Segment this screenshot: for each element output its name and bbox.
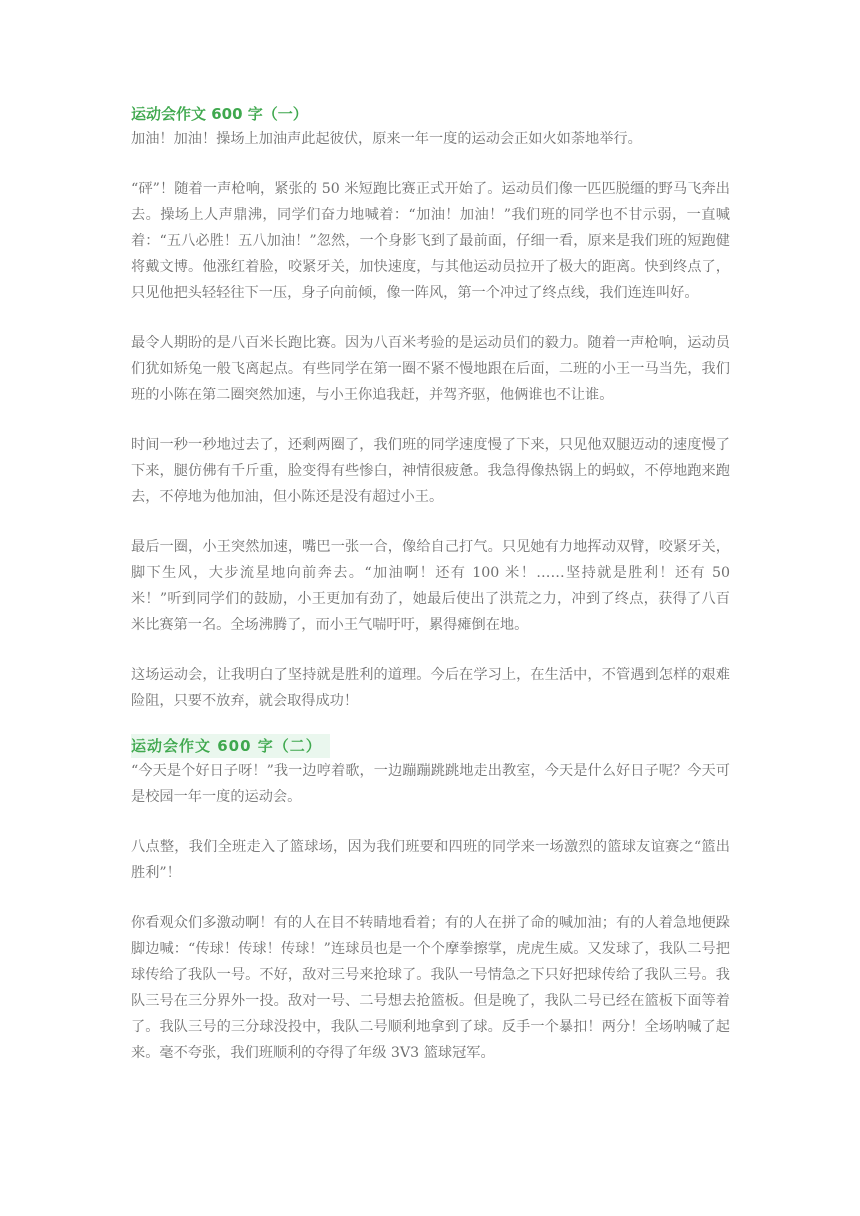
section-1-paragraph: 加油！加油！操场上加油声此起彼伏，原来一年一度的运动会正如火如荼地举行。 xyxy=(131,131,642,147)
document-page xyxy=(131,102,730,1066)
section-1-paragraph: 这场运动会，让我明白了坚持就是胜利的道理。今后在学习上，在生活中，不管遇到怎样的艰难险阻，只要不放弃，就会取得成功！ xyxy=(131,667,730,709)
section-2-paragraph: 你看观众们多激动啊！有的人在目不转睛地看着；有的人在拼了命的喊加油；有的人着急地便跺脚边喊：“传球！传球！传球！”连球员也是一个个摩拳擦掌，虎虎生威。又发球了，我队二号把球传给了我队一号。不好，敌对三号来抢球了。我队一号情急之下只好把球传给了我队三号。我队三号在三分界外一投。敌对一号、二号想去抢篮板。但是晚了，我队二号已经在篮板下面等着了。我队三号的三分球没投中，我队二号顺利地拿到了球。反手一个暴扣！两分！全场呐喊了起来。毫不夸张，我们班顺利的夺得了年级 3V3 篮球冠军。 xyxy=(131,915,730,1061)
essay-section-2 xyxy=(131,734,730,1066)
essay-section-1 xyxy=(131,102,730,714)
section-2-paragraph: 八点整，我们全班走入了篮球场，因为我们班要和四班的同学来一场激烈的篮球友谊赛之“篮出胜利”！ xyxy=(131,839,730,881)
section-1-paragraph: “砰”！随着一声枪响，紧张的 50 米短跑比赛正式开始了。运动员们像一匹匹脱缰的野马飞奔出去。操场上人声鼎沸，同学们奋力地喊着：“加油！加油！”我们班的同学也不甘示弱，一直喊着：“五八必胜！五八加油！”忽然，一个身影飞到了最前面，仔细一看，原来是我们班的短跑健将戴文博。他涨红着脸，咬紧牙关，加快速度，与其他运动员拉开了极大的距离。快到终点了，只见他把头轻轻往下一压，身子向前倾，像一阵风，第一个冲过了终点线，我们连连叫好。 xyxy=(131,181,730,301)
section-2-title: 运动会作文 600 字（二） xyxy=(131,734,330,758)
section-1-paragraph: 最后一圈，小王突然加速，嘴巴一张一合，像给自己打气。只见她有力地挥动双臂，咬紧牙关，脚下生风，大步流星地向前奔去。“加油啊！还有 100 米！……坚持就是胜利！还有 50 米！”听到同学们的鼓励，小王更加有劲了，她最后使出了洪荒之力，冲到了终点，获得了八百米比赛第一名。全场沸腾了，而小王气喘吁吁，累得瘫倒在地。 xyxy=(131,539,730,633)
section-1-paragraph: 时间一秒一秒地过去了，还剩两圈了，我们班的同学速度慢了下来，只见他双腿迈动的速度慢了下来，腿仿佛有千斤重，脸变得有些惨白，神情很疲惫。我急得像热锅上的蚂蚁，不停地跑来跑去，不停地为他加油，但小陈还是没有超过小王。 xyxy=(131,437,730,505)
section-2-paragraph: “今天是个好日子呀！”我一边哼着歌，一边蹦蹦跳跳地走出教室，今天是什么好日子呢？今天可是校园一年一度的运动会。 xyxy=(131,763,730,805)
section-1-title: 运动会作文 600 字（一） xyxy=(131,105,308,123)
section-1-paragraph: 最令人期盼的是八百米长跑比赛。因为八百米考验的是运动员们的毅力。随着一声枪响，运动员们犹如矫兔一般飞离起点。有些同学在第一圈不紧不慢地跟在后面，二班的小王一马当先，我们班的小陈在第二圈突然加速，与小王你追我赶，并驾齐驱，他俩谁也不让谁。 xyxy=(131,335,730,403)
